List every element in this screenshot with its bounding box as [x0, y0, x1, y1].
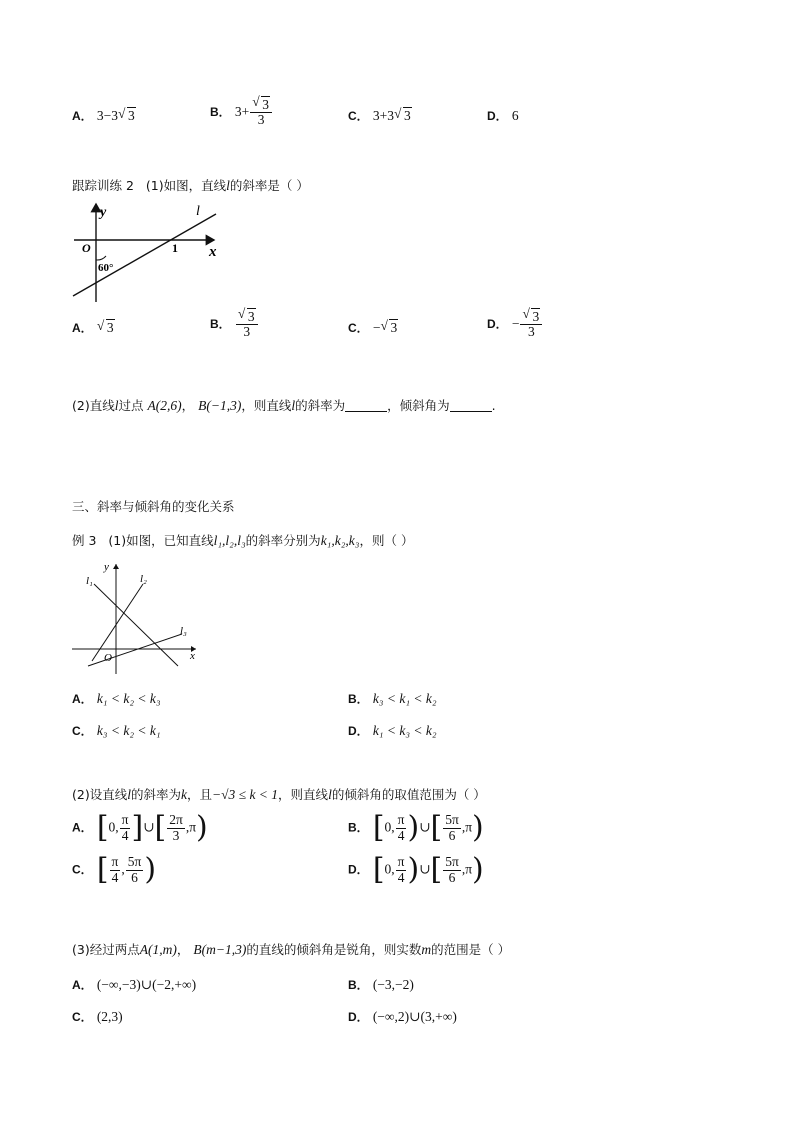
e3q3-option-a: A． (−∞,−3)∪(−2,+∞)	[72, 977, 197, 992]
origin-label: O	[104, 652, 112, 664]
l3-label: l₃	[180, 625, 187, 637]
e3q2-option-c: C． [ $\frac{\pi}{4}$ , $\frac{5\pi}{6}$ )	[72, 852, 157, 887]
q1-option-d: D． 6	[487, 108, 519, 123]
answer-blank-slope[interactable]	[345, 410, 387, 412]
example3-question1: 例 3 (1)如图，已知直线l₁,l₂,l₃的斜率分别为k₁,k₂,k₃，则（ ）	[72, 533, 414, 548]
training2-title: 跟踪训练 2	[72, 178, 134, 193]
t2-option-a: A． √ 3	[72, 319, 115, 336]
t2-option-c: C． −√ 3	[348, 319, 398, 336]
e3q2-option-a: A． [0, $\frac{\pi}{4}$ ]∪[ $\frac{2\pi}{3}$ ,π)	[72, 810, 208, 845]
y-label: y	[100, 205, 107, 220]
x-label: x	[190, 650, 195, 662]
q1-option-b: B． 3+ √ $\frac{3}{3}$	[210, 98, 273, 127]
e3q2-option-d: D． [0, $\frac{\pi}{4}$ )∪[ $\frac{5\pi}{6}$ ,π)	[348, 852, 484, 887]
e3q3-option-c: C． (2,3)	[72, 1009, 123, 1024]
y-label: y	[104, 561, 109, 573]
t2-option-d: D． − √ $\frac{3}{3}$	[487, 310, 543, 339]
q1-option-a: A． 3−3√ 3	[72, 107, 136, 124]
e3q3-option-d: D． (−∞,2)∪(3,+∞)	[348, 1009, 457, 1024]
l2-label: l₂	[140, 573, 147, 585]
x-label: x	[209, 244, 217, 260]
option-letter: A．	[72, 109, 93, 123]
training2-question2: (2)直线l过点 A(2,6)， B(−1,3)，则直线l的斜率为 ，倾斜角为 .	[72, 398, 496, 413]
l1-label: l₁	[86, 575, 93, 587]
line-l	[73, 214, 216, 296]
figure-three-lines	[70, 558, 205, 676]
sqrt-3: √ 3	[118, 108, 136, 123]
t2-option-b: B． √ $\frac{3}{3}$	[210, 310, 259, 339]
e3q1-option-b: B． k₃ < k₁ < k₂	[348, 691, 437, 706]
angle-arc	[96, 256, 106, 260]
q1-option-c: C． 3+3√ 3	[348, 107, 412, 124]
training2-question1: 跟踪训练 2 (1)如图，直线l的斜率是（ ）	[72, 178, 309, 193]
section3-title: 三、斜率与倾斜角的变化关系	[72, 499, 235, 514]
e3q2-option-b: B． [0, $\frac{\pi}{4}$ )∪[ $\frac{5\pi}{6}$ ,π)	[348, 810, 484, 845]
figure-line-slope	[70, 198, 230, 304]
origin-label: O	[82, 241, 91, 255]
e3q1-option-d: D． k₁ < k₃ < k₂	[348, 723, 437, 738]
answer-blank-angle[interactable]	[450, 410, 492, 412]
e3q1-option-c: C． k₃ < k₂ < k₁	[72, 723, 161, 738]
line-l3	[88, 634, 182, 666]
angle-label: 60°	[98, 262, 114, 274]
e3q1-option-a: A． k₁ < k₂ < k₃	[72, 691, 161, 706]
example3-question2: (2)设直线l的斜率为k，且−√3 ≤ k < 1，则直线l的倾斜角的取值范围为（ ）	[72, 787, 486, 802]
tick-1-label: 1	[172, 241, 178, 255]
e3q3-option-b: B． (−3,−2)	[348, 977, 414, 992]
example3-question3: (3)经过两点A(1,m)， B(m−1,3)的直线的倾斜角是锐角，则实数m的范围是（ ）	[72, 942, 511, 957]
fraction: √ $\frac{3}{3}$	[250, 98, 272, 127]
l-label: l	[196, 204, 200, 219]
